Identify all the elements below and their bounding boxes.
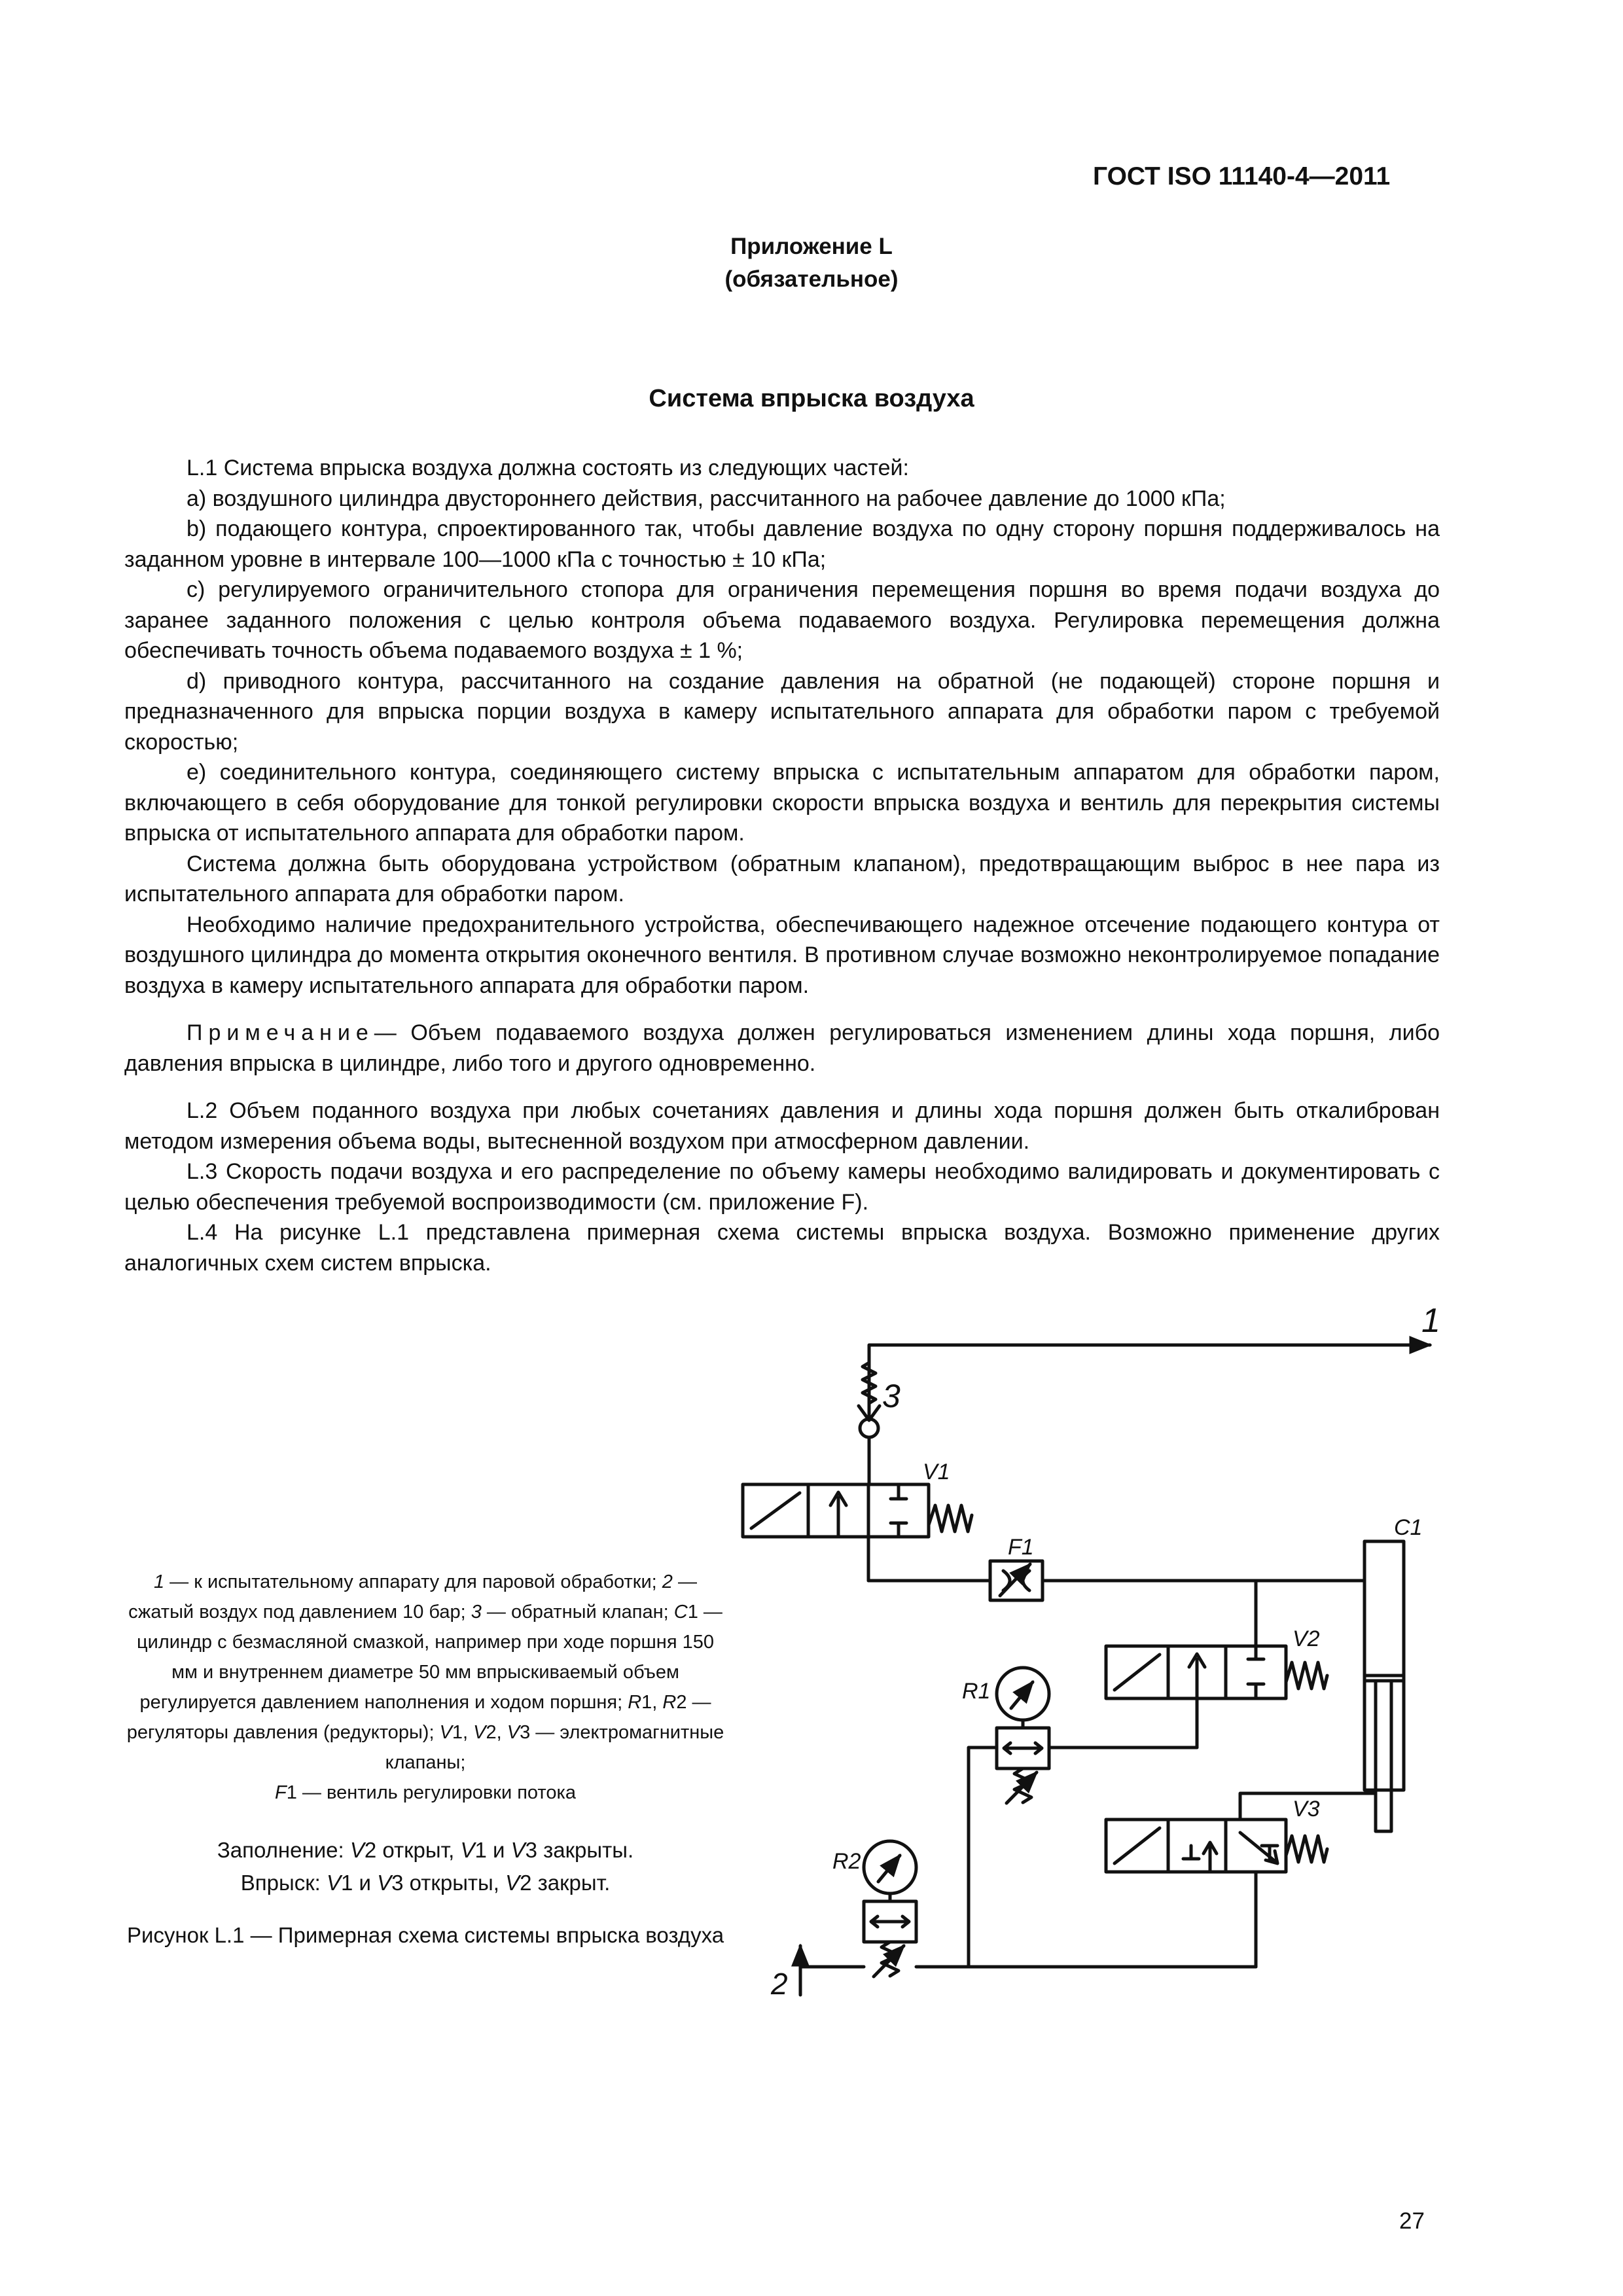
label-v2: V2 [1293, 1626, 1320, 1651]
annex-label: Приложение L [730, 234, 893, 259]
paragraph-l4: L.4 На рисунке L.1 представлена примерная схема системы впрыска воздуха. Возможно применение других аналогичных схем систем впрыска. [124, 1220, 1440, 1276]
solenoid-valve-v1 [743, 1484, 972, 1581]
paragraph-l3: L.3 Скорость подачи воздуха и его распределение по объему камеры необходимо валидировать и документировать с целью обеспечения требуемой воспроизводимости (см. приложение F). [124, 1159, 1440, 1215]
injection-mode: Впрыск: V1 и V3 открыты, V2 закрыт. [240, 1871, 611, 1895]
figure-caption: Рисунок L.1 — Примерная схема системы впрыска воздуха [126, 1923, 724, 1947]
operating-modes [124, 1834, 726, 1899]
label-output: 1 [1421, 1302, 1440, 1340]
fill-mode: Заполнение: V2 открыт, V1 и V3 закрыты. [217, 1838, 634, 1862]
list-item-d: d) приводного контура, рассчитанного на создание давления на обратной (не подающей) стороне поршня и предназначенного для впрыска порции воздуха в камеру испытательного аппарата для обработки паром с требуемой скоростью; [124, 668, 1440, 755]
list-item-e: e) соединительного контура, соединяющего систему впрыска с испытательным аппаратом для обработки паром, включающего в себя оборудование для тонкой регулировки скорости впрыска воздуха и вентиль для перекрытия системы впрыска от испытательного аппарата для обработки паром. [124, 760, 1440, 846]
pressure-regulator-r1 [969, 1668, 1197, 1967]
pressure-regulator-r2 [864, 1841, 1256, 1977]
paragraph-check-valve: Система должна быть оборудована устройством (обратным клапаном), предотвращающим выброс в нее пара из испытательного аппарата для обработки паром. [124, 851, 1440, 906]
standard-designation: ГОСТ ISO 11140-4—2011 [1093, 162, 1391, 190]
list-item-a: a) воздушного цилиндра двустороннего действия, рассчитанного на рабочее давление до 1000 кПа; [187, 486, 1226, 511]
list-item-c: c) регулируемого ограничительного стопора для ограничения перемещения поршня во время подачи воздуха до заранее заданного положения с целью контроля объема подаваемого воздуха. Регулировка перемещения должна обеспечивать точность объема подаваемого воздуха ± 1 %; [124, 577, 1440, 663]
paragraph-l1: L.1 Система впрыска воздуха должна состоять из следующих частей: [187, 456, 909, 480]
page-number: 27 [1399, 2208, 1425, 2234]
compressed-air-inlet [800, 1946, 864, 1995]
list-item-b: b) подающего контура, спроектированного так, чтобы давление воздуха по одну сторону поршня поддерживалось на заданном уровне в интервале 100—1000 кПа с точностью ± 10 кПа; [124, 516, 1440, 572]
label-f1: F1 [1008, 1535, 1034, 1560]
air-injection-schematic [720, 1289, 1453, 2009]
paragraph-l2: L.2 Объем поданного воздуха при любых сочетаниях давления и длины хода поршня должен быть откалиброван методом измерения объема воды, вытесненной воздухом при атмосферном давлении. [124, 1098, 1440, 1154]
solenoid-valve-v3 [1106, 1793, 1376, 1967]
solenoid-valve-v2 [1106, 1581, 1327, 1748]
cylinder-c1 [1364, 1541, 1404, 1831]
body-text [124, 453, 1440, 1278]
output-line [869, 1345, 1430, 1420]
note-label: Примечание [187, 1020, 374, 1045]
label-v1: V1 [923, 1460, 950, 1484]
note [124, 1018, 1440, 1079]
label-c1: C1 [1394, 1515, 1423, 1540]
figure-legend: 1 — к испытательному аппарату для паровой обработки; 2 — сжатый воздух под давлением 10 бар; 3 — обратный клапан; C1 — цилиндр с безмасляной смазкой, например при ходе поршня 150 мм и внутреннем диаметре 50 мм впрыскиваемый объем регулируется давлением наполнения и ходом поршня; R1, R2 — регуляторы давления (редукторы); V1, V2, V3 — электромагнитные клапаны; F1 — вентиль регулировки потока [126, 1571, 724, 1803]
label-r1: R1 [962, 1679, 991, 1704]
paragraph-safety-device: Необходимо наличие предохранительного устройства, обеспечивающего надежное отсечение подающего контура от воздушного цилиндра до момента открытия оконечного вентиля. В противном случае возможно неконтролируемое попадание воздуха в камеру испытательного аппарата для обработки паром. [124, 912, 1440, 998]
note-text: — Объем подаваемого воздуха должен регулироваться изменением длины хода поршня, либо давления впрыска в цилиндре, либо того и другого одновременно. [124, 1020, 1440, 1076]
flow-valve-f1 [990, 1561, 1043, 1600]
label-check-valve: 3 [882, 1378, 901, 1414]
section-title: Система впрыска воздуха [649, 385, 974, 412]
label-v3: V3 [1293, 1797, 1320, 1821]
label-r2: R2 [832, 1849, 861, 1874]
annex-heading [0, 230, 1623, 296]
label-inlet: 2 [771, 1967, 788, 2001]
annex-status: (обязательное) [724, 266, 899, 292]
